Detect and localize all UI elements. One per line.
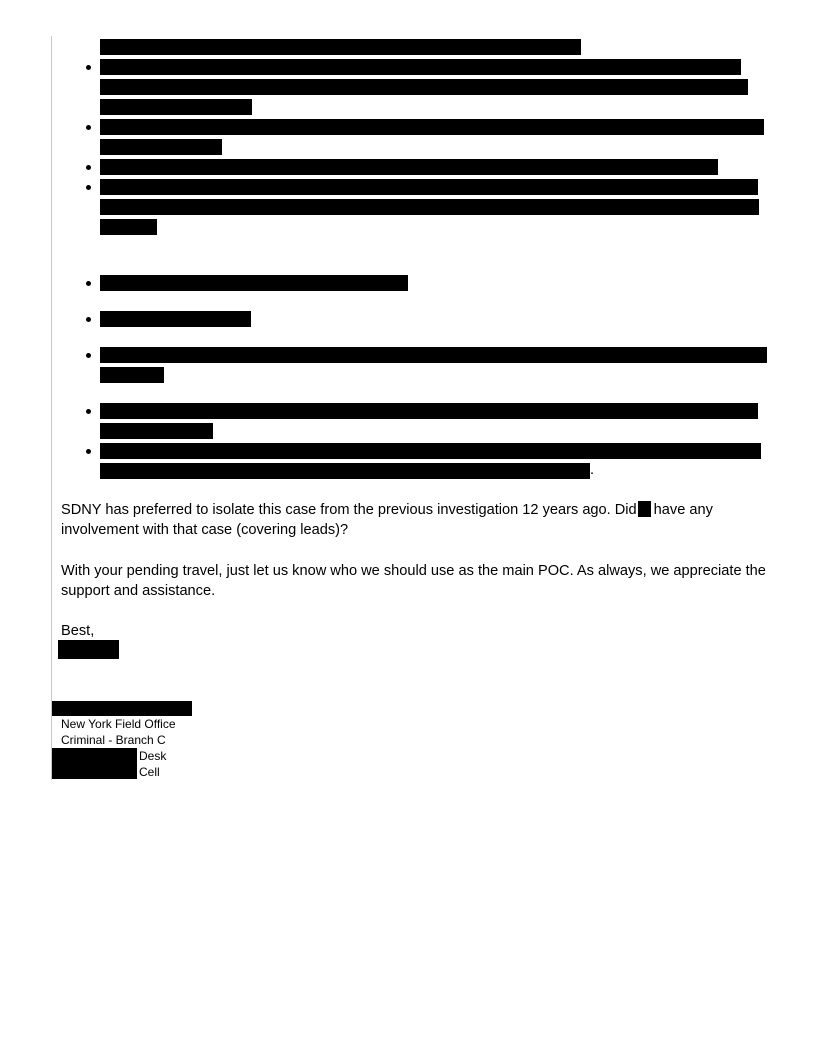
signature-office: New York Field Office: [61, 717, 176, 731]
redacted-signature-name: [52, 701, 192, 716]
redaction-block: [100, 139, 222, 155]
redaction-block: [100, 275, 408, 291]
paragraph-sdny-line2: involvement with that case (covering leads)?: [61, 522, 349, 538]
redaction-block: [100, 443, 761, 459]
bullet: [86, 409, 91, 414]
closing: Best,: [61, 623, 95, 639]
paragraph-travel-line2: support and assistance.: [61, 583, 216, 599]
redaction-block: [100, 119, 764, 135]
bullet: [86, 165, 91, 170]
redaction-block: [100, 159, 718, 175]
redaction-block: [100, 347, 767, 363]
redacted-phone-numbers: [52, 748, 137, 779]
signature-cell-label: Cell: [139, 765, 160, 779]
paragraph-text: SDNY has preferred to isolate this case from the previous investigation 12 years ago. Did: [61, 502, 637, 518]
bullet: [86, 281, 91, 286]
paragraph-text: have any: [653, 502, 713, 518]
bullet: [86, 65, 91, 70]
paragraph-travel-line1: With your pending travel, just let us know who we should use as the main POC. As always, we appreciate the: [61, 563, 766, 579]
redaction-block: [100, 423, 213, 439]
redaction-block: [100, 463, 590, 479]
bullet: [86, 353, 91, 358]
redaction-block: [100, 179, 758, 195]
redaction-block: [100, 199, 759, 215]
signature-desk-label: Desk: [139, 749, 167, 763]
list-end-period: .: [590, 462, 595, 478]
redaction-block: [100, 59, 741, 75]
redaction-block: [100, 39, 581, 55]
paragraph-sdny-line1: [61, 500, 713, 521]
redaction-block: [100, 99, 252, 115]
redacted-sender-name: [58, 640, 119, 659]
bullet: [86, 125, 91, 130]
bullet: [86, 449, 91, 454]
redaction-block: [100, 311, 251, 327]
redaction-block: [100, 367, 164, 383]
redaction-block: [100, 403, 758, 419]
inline-redaction: [638, 501, 651, 517]
bullet: [86, 185, 91, 190]
signature-branch: Criminal - Branch C: [61, 733, 166, 747]
redaction-block: [100, 219, 157, 235]
redaction-block: [100, 79, 748, 95]
quote-margin-line: [51, 36, 52, 780]
bullet: [86, 317, 91, 322]
